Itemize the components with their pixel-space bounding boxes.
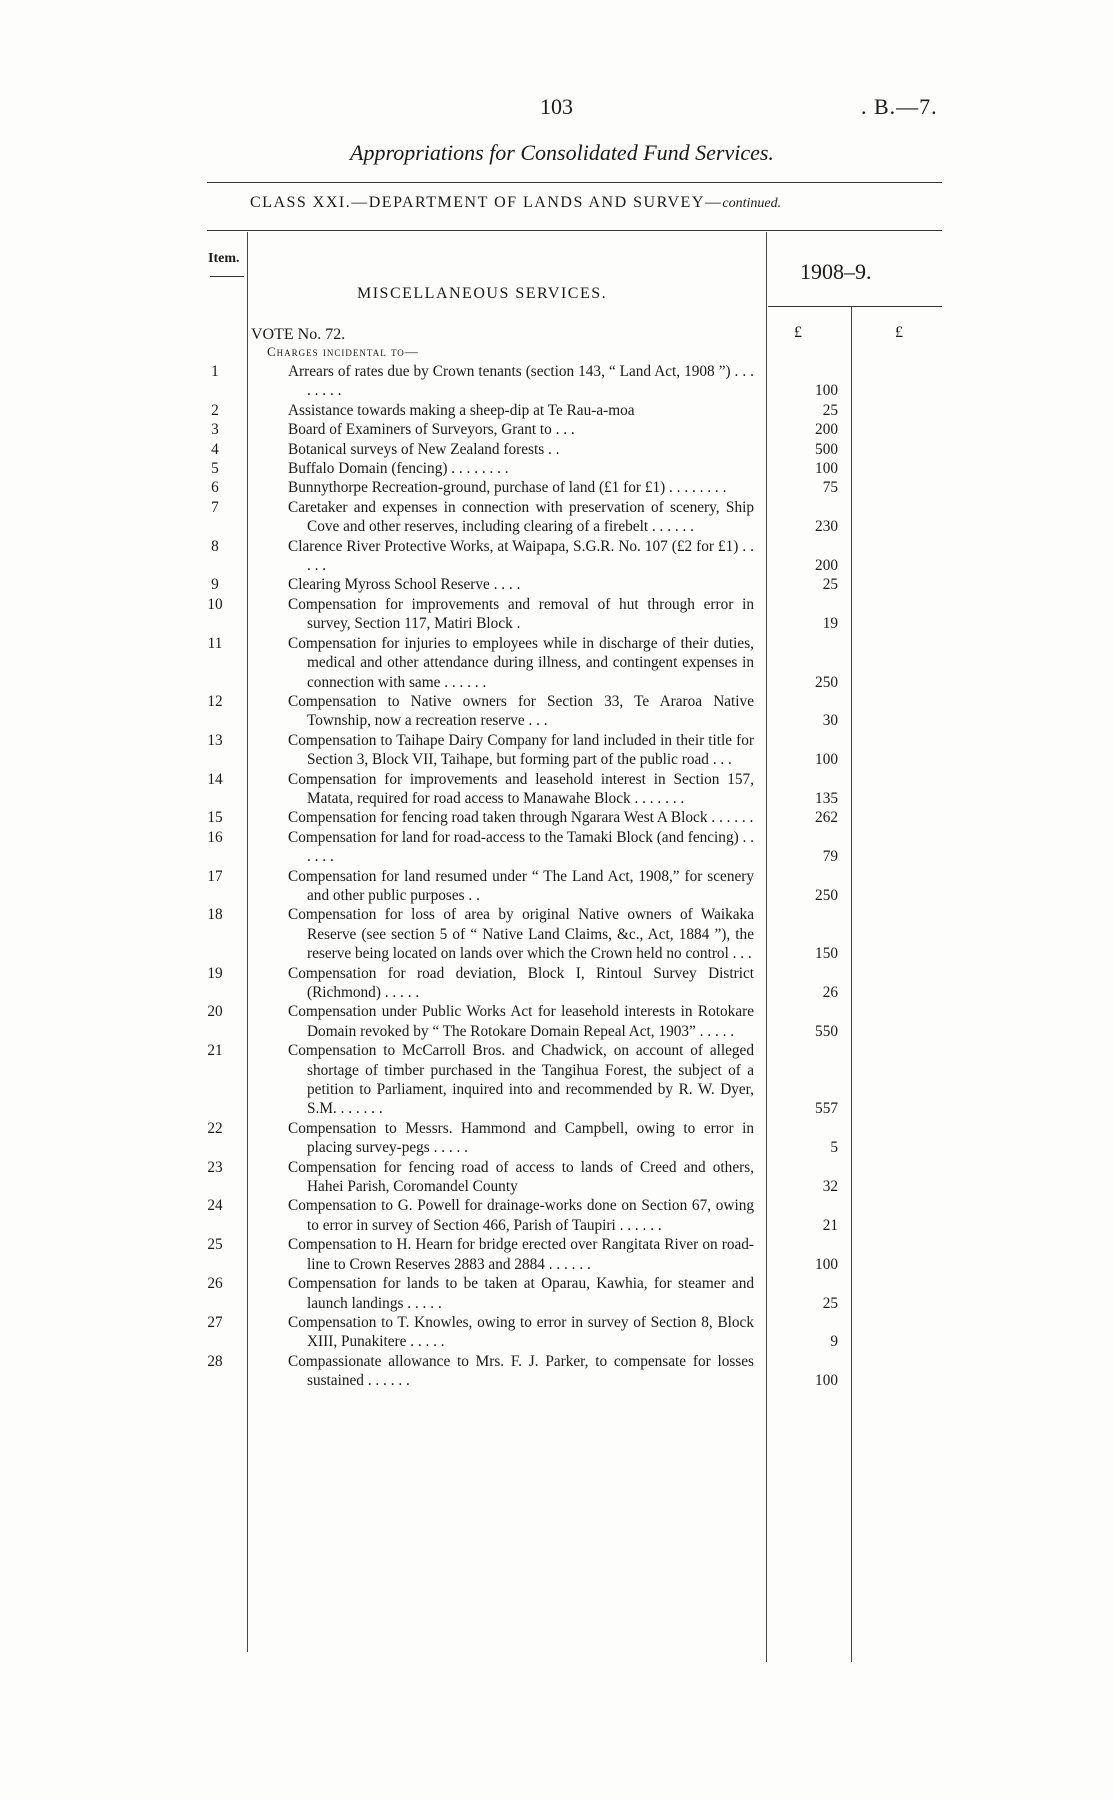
item-description: Compensation to Native owners for Section 33, Te Araroa Native Township, now a recreation reserve . . .: [288, 692, 754, 730]
vote-number: VOTE No. 72.: [251, 326, 346, 343]
item-number: 1: [211, 363, 219, 380]
item-amount: 9: [830, 1333, 838, 1351]
item-description: Assistance towards making a sheep-dip at Te Rau-a-moa: [288, 401, 635, 419]
item-amount: 100: [815, 1372, 838, 1390]
class-heading-text: CLASS XXI.—DEPARTMENT OF LANDS AND SURVEY—: [250, 194, 723, 211]
item-number: 28: [207, 1352, 223, 1370]
charges-heading: Charges incidental to—: [267, 344, 419, 359]
item-number: 2: [211, 401, 219, 419]
item-description: Compensation for fencing road of access to lands of Creed and others, Hahei Parish, Coromandel County: [288, 1158, 754, 1196]
amount-currency-symbol: £: [794, 324, 802, 341]
item-number: 5: [211, 460, 219, 478]
item-description: Compensation to T. Knowles, owing to error in survey of Section 8, Block XIII, Punakitere . . . . .: [288, 1313, 754, 1351]
table-row: [0, 1352, 1114, 1391]
total-currency-symbol: £: [895, 324, 903, 341]
item-number: 8: [211, 537, 219, 555]
item-number: 4: [211, 440, 219, 458]
item-number: 9: [211, 576, 219, 594]
item-number: 27: [207, 1313, 223, 1331]
item-number: 18: [207, 906, 223, 924]
item-number: 11: [207, 634, 223, 652]
item-amount: 200: [815, 421, 838, 439]
item-amount: 100: [815, 1255, 838, 1273]
table-row: [0, 1041, 1114, 1119]
class-heading-continued: continued.: [722, 196, 782, 211]
item-description: Clarence River Protective Works, at Waipapa, S.G.R. No. 107 (£2 for £1) . . . . .: [288, 537, 754, 575]
item-number: 21: [207, 1042, 223, 1060]
item-amount: 150: [815, 945, 838, 963]
table-row: [0, 478, 1114, 497]
table-row: [0, 867, 1114, 906]
item-description: Caretaker and expenses in connection with preservation of scenery, Ship Cove and other reserves, including clearing of a firebelt . . . . . .: [288, 498, 754, 536]
table-row: [0, 1274, 1114, 1313]
item-number: 19: [207, 964, 223, 982]
table-row: [0, 964, 1114, 1003]
year-underline: [768, 306, 942, 307]
item-amount: 250: [815, 673, 838, 691]
page-title: Appropriations for Consolidated Fund Services.: [350, 140, 774, 165]
item-amount: 500: [815, 440, 838, 458]
item-description: Compensation for improvements and leasehold interest in Section 157, Matata, required for road access to Manawahe Block . . . . . . .: [288, 770, 754, 807]
item-description: Compensation for land resumed under “ The Land Act, 1908,” for scenery and other public purposes . .: [288, 867, 754, 904]
item-number: 10: [207, 595, 223, 613]
item-amount: 26: [822, 984, 838, 1001]
item-description: Compensation for lands to be taken at Oparau, Kawhia, for steamer and launch landings . . . . .: [288, 1275, 754, 1312]
item-description: Compensation to H. Hearn for bridge erected over Rangitata River on road-line to Crown Reserves 2883 and 2884 . . . . . .: [288, 1236, 754, 1273]
item-description: Compensation to G. Powell for drainage-works done on Section 67, owing to error in survey of Section 466, Parish of Taupiri . . . . . .: [288, 1197, 754, 1234]
item-amount: 75: [822, 479, 838, 497]
item-description: Compensation for injuries to employees while in discharge of their duties, medical and other attendance during illness, and contingent expenses in connection with same . . . . . .: [288, 634, 754, 691]
table-row: [0, 537, 1114, 576]
item-amount: 30: [822, 712, 838, 730]
item-number: 3: [211, 421, 219, 439]
item-column-header: Item.: [208, 251, 240, 266]
item-amount: 100: [815, 751, 838, 769]
table-top-rule: [207, 230, 942, 231]
item-amount: 250: [815, 886, 838, 904]
item-number: 22: [207, 1119, 223, 1137]
table-row: [0, 420, 1114, 439]
table-row: [0, 1313, 1114, 1352]
item-description: Compensation for land for road-access to the Tamaki Block (and fencing) . . . . . .: [288, 828, 754, 866]
table-row: [0, 401, 1114, 420]
table-row: [0, 634, 1114, 692]
class-heading: [250, 194, 781, 212]
item-number: 16: [207, 828, 223, 846]
item-description: Arrears of rates due by Crown tenants (section 143, “ Land Act, 1908 ”) . . . . . . . .: [288, 363, 754, 400]
item-amount: 557: [815, 1100, 838, 1118]
item-description: Compensation to McCarroll Bros. and Chadwick, on account of alleged shortage of timber purchased in the Tangihua Forest, the subject of a petition to Parliament, inquired into and recommended by R. W. Dyer, S.M. . . . . . .: [288, 1042, 754, 1118]
appropriation-items-list: [0, 362, 1114, 1391]
item-number: 13: [207, 731, 223, 749]
table-row: [0, 440, 1114, 459]
table-row: [0, 808, 1114, 827]
table-row: [0, 692, 1114, 731]
item-amount: 100: [815, 382, 838, 400]
item-number: 24: [207, 1197, 223, 1215]
item-amount: 262: [815, 809, 838, 827]
item-number: 23: [207, 1158, 223, 1176]
item-number: 12: [207, 692, 223, 710]
section-title: MISCELLANEOUS SERVICES.: [357, 285, 608, 302]
table-row: [0, 770, 1114, 809]
item-amount: 19: [822, 615, 838, 633]
page-number: 103: [540, 94, 573, 119]
item-number: 17: [207, 867, 223, 885]
table-row: [0, 595, 1114, 634]
item-amount: 79: [822, 848, 838, 866]
item-description: Compensation for fencing road taken through Ngarara West A Block . . . . . .: [288, 809, 754, 827]
item-amount: 200: [815, 557, 838, 575]
item-description: Compensation to Messrs. Hammond and Campbell, owing to error in placing survey-pegs . . . . .: [288, 1119, 754, 1157]
item-description: Compensation for loss of area by original Native owners of Waikaka Reserve (see section 5 of “ Native Land Claims, &c., Act, 1884 ”), the reserve being located on lands over which the Crown held no control . . .: [288, 906, 754, 963]
item-amount: 5: [830, 1139, 838, 1157]
item-description: Board of Examiners of Surveyors, Grant to . . .: [288, 421, 575, 439]
item-number: 25: [207, 1236, 223, 1254]
table-row: [0, 1196, 1114, 1235]
table-row: [0, 905, 1114, 963]
item-amount: 230: [815, 518, 838, 536]
item-amount: 25: [822, 1294, 838, 1312]
item-description: Compensation for improvements and removal of hut through error in survey, Section 117, Matiri Block .: [288, 595, 754, 633]
year-column-header: 1908–9.: [800, 259, 872, 284]
item-description: Compassionate allowance to Mrs. F. J. Parker, to compensate for losses sustained . . . . . .: [288, 1352, 754, 1390]
title-rule: [207, 182, 942, 183]
item-number: 14: [207, 770, 223, 788]
item-amount: 25: [822, 576, 838, 594]
item-amount: 100: [815, 460, 838, 478]
table-row: [0, 1235, 1114, 1274]
item-description: Botanical surveys of New Zealand forests . .: [288, 440, 560, 458]
table-row: [0, 498, 1114, 537]
item-description: Compensation under Public Works Act for leasehold interests in Rotokare Domain revoked by “ The Rotokare Domain Repeal Act, 1903” . . . . .: [288, 1003, 754, 1040]
document-reference: . B.—7.: [861, 94, 938, 119]
item-description: Buffalo Domain (fencing) . . . . . . . .: [288, 460, 509, 478]
item-number: 6: [211, 479, 219, 497]
item-amount: 135: [815, 789, 838, 807]
item-number: 15: [207, 809, 223, 827]
item-description: Compensation to Taihape Dairy Company for land included in their title for Section 3, Block VII, Taihape, but forming part of the public road . . .: [288, 731, 754, 769]
item-description: Bunnythorpe Recreation-ground, purchase of land (£1 for £1) . . . . . . . .: [288, 479, 727, 497]
table-row: [0, 1119, 1114, 1158]
item-description: Compensation for road deviation, Block I, Rintoul Survey District (Richmond) . . . . .: [288, 964, 754, 1001]
table-row: [0, 459, 1114, 478]
item-amount: 25: [822, 401, 838, 419]
table-row: [0, 828, 1114, 867]
item-amount: 21: [822, 1216, 838, 1234]
item-header-rule: [210, 276, 244, 277]
item-description: Clearing Myross School Reserve . . . .: [288, 576, 521, 594]
table-row: [0, 362, 1114, 401]
table-row: [0, 1158, 1114, 1197]
item-amount: 32: [822, 1178, 838, 1196]
table-row: [0, 731, 1114, 770]
item-amount: 550: [815, 1022, 838, 1040]
table-row: [0, 575, 1114, 594]
item-number: 26: [207, 1275, 223, 1293]
item-number: 20: [207, 1003, 223, 1021]
table-row: [0, 1002, 1114, 1041]
item-number: 7: [211, 498, 219, 516]
